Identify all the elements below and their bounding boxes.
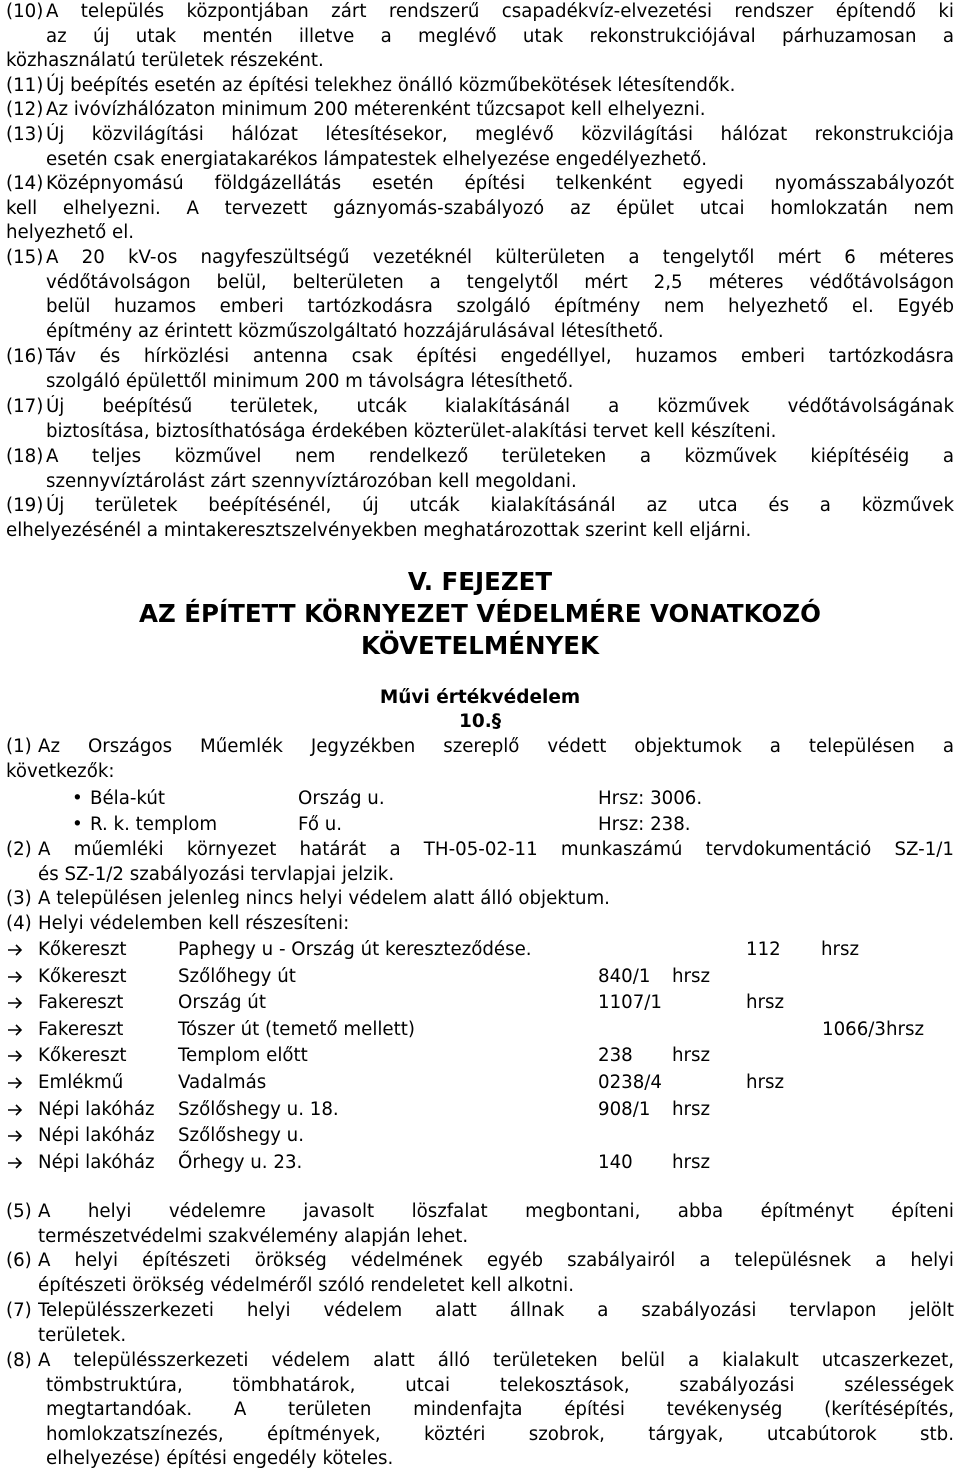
local-item-hrsz: hrsz	[672, 1045, 711, 1067]
monument-hrsz: Hrsz: 238.	[598, 814, 691, 835]
local-item-number: 840/1	[598, 965, 651, 987]
local-item-type: Kőkereszt	[38, 1045, 127, 1067]
text-line: területek.	[38, 1324, 127, 1346]
text-line: Táv és hírközlési antenna csak építési engedéllyel, huzamos emberi tartózkodásra	[46, 346, 954, 367]
item-number: (17)	[6, 396, 44, 417]
text-line: Az ivóvízhálózaton minimum 200 méterenként tűzcsapot kell elhelyezni.	[46, 99, 706, 120]
text-line: Új beépítésű területek, utcák kialakításánál a közművek védőtávolságának	[46, 396, 954, 417]
local-list-item	[6, 1097, 954, 1123]
monument-name: R. k. templom	[90, 814, 218, 835]
text-line: tömbstruktúra, tömbhatárok, utcai telekosztások, szabályozási szélességek	[46, 1374, 954, 1396]
list-item	[6, 912, 954, 937]
text-line: az új utak mentén illetve a meglévő utak rekonstrukciójával párhuzamosan a	[46, 25, 954, 47]
item-number: (6)	[6, 1250, 32, 1271]
list-item	[6, 74, 954, 99]
text-line: A teljes közművel nem rendelkező területeken a közművek kiépítéséig a	[46, 446, 954, 467]
monument-hrsz: Hrsz: 3006.	[598, 788, 703, 809]
list-item	[6, 345, 954, 394]
item-number: (14)	[6, 173, 44, 194]
local-item-number: 112	[746, 939, 781, 960]
text-line: közhasználatú területek részeként.	[6, 50, 324, 72]
item-number: (5)	[6, 1201, 32, 1222]
text-line: A település központjában zárt rendszerű csapadékvíz-elvezetési rendszer építendő ki	[46, 1, 954, 22]
local-item-type: Népi lakóház	[38, 1151, 155, 1173]
text-line: építmény az érintett közműszolgáltató hozzájárulásával létesíthető.	[46, 320, 664, 342]
local-item-hrsz: hrsz	[672, 1098, 711, 1120]
text-line: A településen jelenleg nincs helyi védelem alatt álló objektum.	[38, 888, 610, 909]
text-line: biztosítása, biztosíthatósága érdekében közterület-alakítási tervet kell készíteni.	[46, 420, 777, 442]
item-number: (3)	[6, 888, 32, 909]
bullet-icon: •	[72, 788, 83, 809]
local-item-hrsz: hrsz	[746, 1072, 785, 1093]
list-item	[6, 445, 954, 494]
local-item-location: Őrhegy u. 23.	[178, 1151, 303, 1173]
item-number: (16)	[6, 346, 44, 367]
local-item-hrsz: hrsz	[821, 939, 860, 960]
text-line: A műemléki környezet határát a TH-05-02-11 munkaszámú tervdokumentáció SZ-1/1	[38, 839, 954, 860]
local-item-type: Népi lakóház	[38, 1125, 155, 1147]
list-item	[6, 735, 954, 784]
local-item-location: Szőlőhegy út	[178, 965, 296, 987]
arrow-right-icon	[6, 1043, 26, 1069]
text-line: Helyi védelemben kell részesíteni:	[38, 913, 350, 934]
text-line: A helyi építészeti örökség védelmének egyéb szabályairól a településnek a helyi	[38, 1250, 954, 1271]
local-list-item	[6, 990, 954, 1016]
text-line: helyezhető el.	[6, 222, 135, 244]
item-number: (19)	[6, 495, 44, 516]
text-line: Új területek beépítésénél, új utcák kialakításánál az utca és a közművek	[46, 495, 954, 516]
chapter-title: AZ ÉPÍTETT KÖRNYEZET VÉDELMÉRE VONATKOZÓ	[139, 599, 821, 628]
arrow-right-icon	[6, 1070, 26, 1096]
list-item	[6, 123, 954, 172]
local-list-item	[6, 1070, 954, 1096]
local-item-number: 238	[598, 1045, 633, 1067]
local-item-type: Népi lakóház	[38, 1098, 155, 1120]
local-item-location: Vadalmás	[178, 1072, 267, 1093]
item-number: (2)	[6, 839, 32, 860]
item-number: (15)	[6, 247, 44, 268]
monument-street: Ország u.	[298, 788, 385, 809]
section-title: Művi értékvédelem	[379, 687, 581, 708]
local-item-location: Templom előtt	[178, 1045, 308, 1067]
text-line: és SZ-1/2 szabályozási tervlapjai jelzik.	[38, 863, 395, 885]
arrow-right-icon	[6, 964, 26, 990]
local-item-number: 140	[598, 1151, 633, 1173]
text-line: Középnyomású földgázellátás esetén építési telkenként egyedi nyomásszabályozót	[46, 173, 954, 194]
local-list-item	[6, 937, 954, 963]
list-item	[6, 246, 954, 344]
text-line: homlokzatszínezés, építmények, köztéri szobrok, tárgyak, utcabútorok stb.	[46, 1423, 954, 1445]
local-item-number: 0238/4	[598, 1072, 662, 1093]
item-number: (12)	[6, 99, 44, 120]
chapter-title-line2: KÖVETELMÉNYEK	[361, 631, 599, 660]
text-line: kell elhelyezni. A tervezett gáznyomás-szabályozó az épület utcai homlokzatán nem	[6, 197, 954, 219]
local-item-location: Szőlőshegy u. 18.	[178, 1098, 339, 1120]
item-number: (13)	[6, 124, 44, 145]
text-line: Új beépítés esetén az építési telekhez önálló közműbekötések létesítendők.	[46, 75, 736, 96]
monument-row	[6, 786, 954, 812]
item-number: (11)	[6, 75, 44, 96]
text-line: Településszerkezeti helyi védelem alatt állnak a szabályozási tervlapon jelölt	[38, 1300, 954, 1321]
list-item	[6, 1200, 954, 1249]
list-item	[6, 395, 954, 444]
text-line: megtartandóak. A területen mindenfajta építési tevékenység (kerítésépítés,	[46, 1399, 954, 1421]
local-item-type: Fakereszt	[38, 992, 124, 1014]
bullet-icon: •	[72, 814, 83, 835]
local-item-location: Szőlőshegy u.	[178, 1125, 304, 1147]
list-item	[6, 1249, 954, 1298]
local-list-item	[6, 964, 954, 990]
local-list-item	[6, 1123, 954, 1149]
list-item	[6, 0, 954, 74]
local-item-location: Paphegy u - Ország út kereszteződése.	[178, 939, 532, 960]
list-item	[6, 494, 954, 543]
item-number: (10)	[6, 1, 44, 22]
arrow-right-icon	[6, 1150, 26, 1176]
local-item-hrsz: hrsz	[746, 992, 785, 1014]
local-item-number: 908/1	[598, 1098, 651, 1120]
list-item	[6, 98, 954, 123]
list-item	[6, 172, 954, 246]
item-number: (18)	[6, 446, 44, 467]
arrow-right-icon	[6, 1017, 26, 1043]
list-item	[6, 838, 954, 887]
local-item-number: 1107/1	[598, 992, 662, 1014]
item-number: (7)	[6, 1300, 32, 1321]
local-list-item	[6, 1150, 954, 1176]
section-number: 10.§	[458, 711, 502, 732]
local-list-item	[6, 1017, 954, 1043]
local-item-hrsz: hrsz	[672, 965, 711, 987]
text-line: Új közvilágítási hálózat létesítésekor, meglévő közvilágítási hálózat rekonstrukciója	[46, 124, 954, 145]
list-item	[6, 1349, 954, 1472]
local-item-location: Tószer út (temető mellett)	[178, 1018, 415, 1040]
item-number: (4)	[6, 913, 32, 934]
item-number: (1)	[6, 736, 32, 757]
local-item-type: Fakereszt	[38, 1018, 124, 1040]
arrow-right-icon	[6, 990, 26, 1016]
text-line: következők:	[6, 760, 115, 782]
text-line: elhelyezésénél a mintakeresztszelvényekben meghatározottak szerint kell eljárni.	[6, 519, 752, 541]
chapter-number: V. FEJEZET	[407, 567, 553, 596]
text-line: A 20 kV-os nagyfeszültségű vezetéknél külterületen a tengelytől mért 6 méteres	[46, 247, 954, 268]
local-item-type: Kőkereszt	[38, 965, 127, 987]
text-line: Az Országos Műemlék Jegyzékben szereplő védett objektumok a településen a	[38, 736, 954, 757]
text-line: A helyi védelemre javasolt löszfalat megbontani, abba építményt építeni	[38, 1201, 954, 1222]
text-line: A településszerkezeti védelem alatt álló területeken belül a kialakult utcaszerkezet,	[38, 1350, 954, 1371]
text-line: elhelyezése) építési engedély köteles.	[46, 1448, 394, 1470]
local-item-type: Emlékmű	[38, 1072, 124, 1093]
text-line: védőtávolságon belül, belterületen a tengelytől mért 2,5 méteres védőtávolságon	[46, 271, 954, 293]
arrow-right-icon	[6, 937, 26, 963]
text-line: természetvédelmi szakvélemény alapján lehet.	[38, 1225, 469, 1247]
item-number: (8)	[6, 1350, 32, 1371]
text-line: esetén csak energiatakarékos lámpatestek elhelyezése engedélyezhető.	[46, 148, 708, 170]
text-line: szolgáló épülettől minimum 200 m távolságra létesíthető.	[46, 370, 574, 392]
list-item	[6, 1299, 954, 1348]
text-line: szennyvíztárolást zárt szennyvíztározóban kell megoldani.	[46, 470, 577, 492]
local-item-type: Kőkereszt	[38, 939, 127, 960]
monument-street: Fő u.	[298, 814, 343, 835]
monument-row	[6, 812, 954, 838]
monument-name: Béla-kút	[90, 788, 166, 809]
arrow-right-icon	[6, 1097, 26, 1123]
list-item	[6, 887, 954, 912]
local-item-location: Ország út	[178, 992, 266, 1014]
text-line: belül huzamos emberi tartózkodásra szolgáló építmény nem helyezhető el. Egyéb	[46, 296, 954, 318]
local-item-hrsz: hrsz	[672, 1151, 711, 1173]
arrow-right-icon	[6, 1123, 26, 1149]
text-line: építészeti örökség védelméről szóló rendeletet kell alkotni.	[38, 1274, 575, 1296]
local-list-item	[6, 1043, 954, 1069]
local-item-hrsz: 1066/3hrsz	[822, 1018, 925, 1040]
